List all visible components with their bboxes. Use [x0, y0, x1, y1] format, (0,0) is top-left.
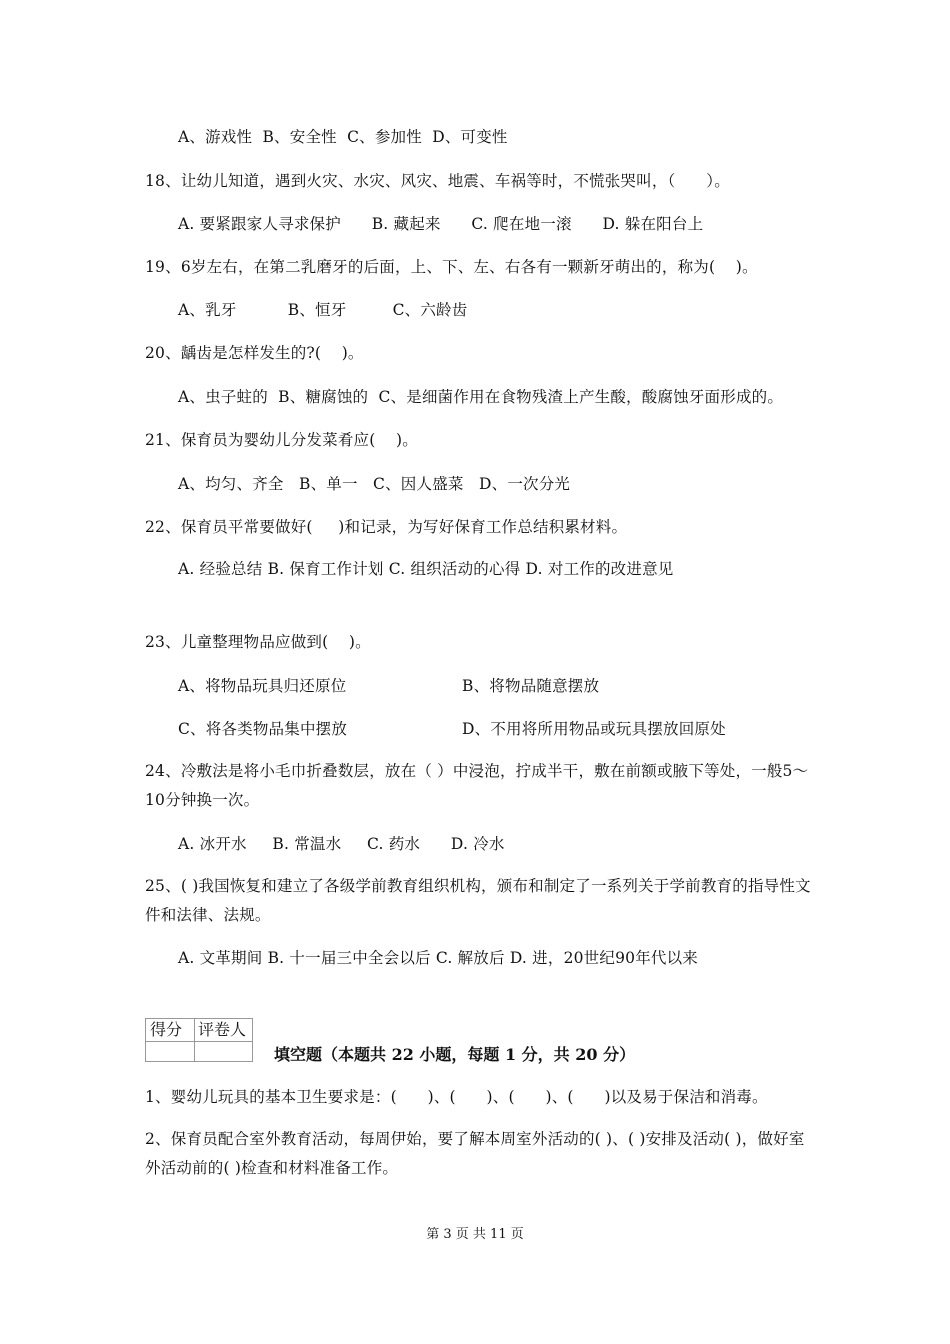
q18-options: A. 要紧跟家人寻求保护 B. 藏起来 C. 爬在地一滚 D. 躲在阳台上	[178, 215, 704, 233]
q23-option-c: C、将各类物品集中摆放	[178, 720, 348, 738]
q22-stem: 22、保育员平常要做好( )和记录，为写好保育工作总结积累材料。	[145, 518, 628, 536]
q19-stem: 19、6岁左右，在第二乳磨牙的后面，上、下、左、右各有一颗新牙萌出的，称为( )。	[145, 258, 758, 276]
page-footer: 第 3 页 共 11 页	[426, 1227, 524, 1242]
fill-question-1: 1、婴幼儿玩具的基本卫生要求是：( )、( )、( )、( )以及易于保洁和消毒。	[145, 1088, 768, 1106]
q20-options: A、虫子蛀的 B、糖腐蚀的 C、是细菌作用在食物残渣上产生酸，酸腐蚀牙面形成的。	[178, 388, 784, 406]
section-title: 填空题（本题共 22 小题，每题 1 分，共 20 分）	[274, 1045, 636, 1064]
q22-options: A. 经验总结 B. 保育工作计划 C. 组织活动的心得 D. 对工作的改进意见	[178, 560, 674, 578]
grader-label: 评卷人	[198, 1020, 247, 1039]
q24-stem: 24、冷敷法是将小毛巾折叠数层，放在（ ）中浸泡，拧成半干，敷在前额或腋下等处，一般5～10分钟换一次。	[145, 762, 809, 809]
q24-options: A. 冰开水 B. 常温水 C. 药水 D. 冷水	[178, 835, 505, 853]
q23-option-a: A、将物品玩具归还原位	[178, 677, 347, 695]
q23-stem: 23、儿童整理物品应做到( )。	[145, 633, 371, 651]
q25-options: A. 文革期间 B. 十一届三中全会以后 C. 解放后 D. 进，20世纪90年代以来	[178, 949, 699, 967]
q19-options: A、乳牙 B、恒牙 C、六龄齿	[178, 301, 468, 319]
q21-stem: 21、保育员为婴幼儿分发菜肴应( )。	[145, 431, 418, 449]
q20-stem: 20、龋齿是怎样发生的?( )。	[145, 344, 364, 362]
q18-stem: 18、让幼儿知道，遇到火灾、水灾、风灾、地震、车祸等时，不慌张哭叫，（ ）。	[145, 172, 730, 190]
score-label: 得分	[150, 1020, 183, 1039]
q17-options: A、游戏性 B、安全性 C、参加性 D、可变性	[178, 128, 508, 146]
score-table	[145, 1018, 253, 1062]
fill-question-2: 2、保育员配合室外教育活动，每周伊始，要了解本周室外活动的( )、( )安排及活动( )，做好室外活动前的( )检查和材料准备工作。	[145, 1130, 805, 1177]
q23-option-d: D、不用将所用物品或玩具摆放回原处	[462, 720, 726, 738]
q21-options: A、均匀、齐全 B、单一 C、因人盛菜 D、一次分光	[178, 475, 571, 493]
q23-option-b: B、将物品随意摆放	[462, 677, 600, 695]
q25-stem: 25、( )我国恢复和建立了各级学前教育组织机构，颁布和制定了一系列关于学前教育的指导性文件和法律、法规。	[145, 877, 811, 924]
